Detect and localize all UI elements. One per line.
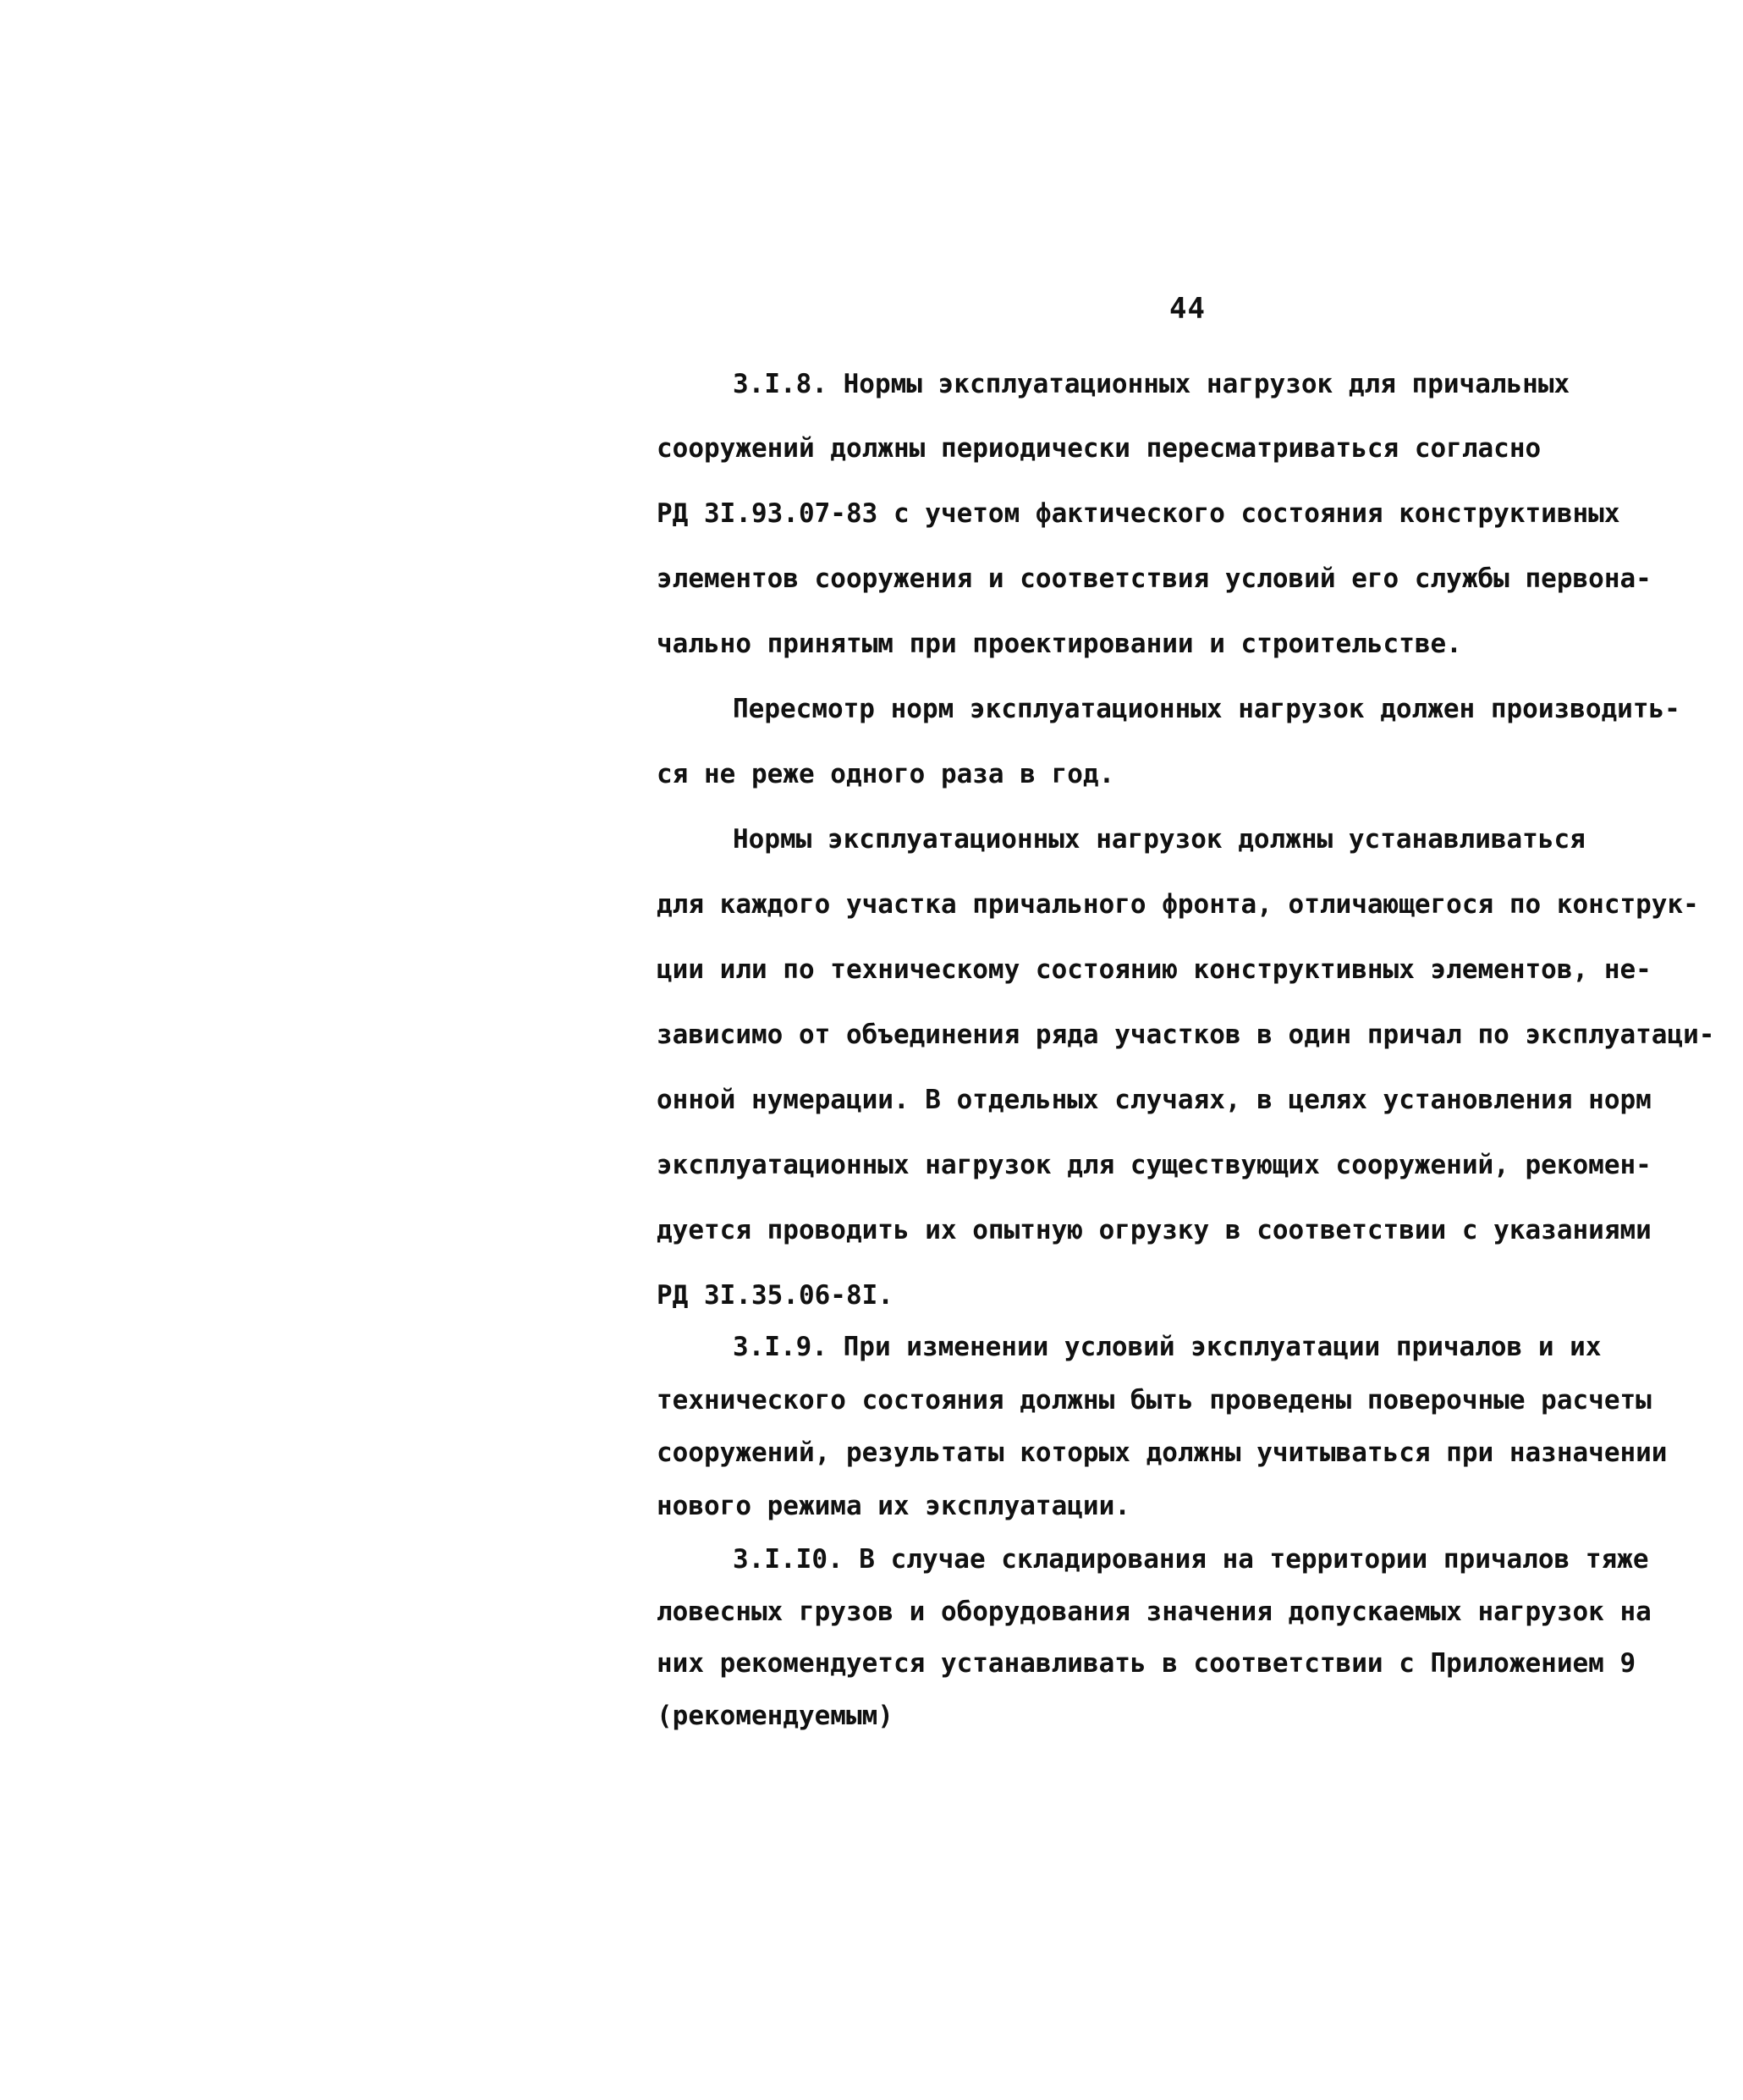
text-line: зависимо от объединения ряда участков в один причал по эксплуатаци- [657,1020,1715,1050]
text-line: сооружений должны периодически пересматриваться согласно [657,433,1542,464]
text-line: для каждого участка причального фронта, отличающегося по конструк- [657,889,1699,920]
text-line: ции или по техническому состоянию конструктивных элементов, не- [657,954,1652,985]
text-line: Пересмотр норм эксплуатационных нагрузок должен производить- [733,694,1680,724]
text-line: онной нумерации. В отдельных случаях, в целях установления норм [657,1085,1652,1115]
text-line: ся не реже одного раза в год. [657,759,1115,789]
text-line: 3.I.8. Нормы эксплуатационных нагрузок для причальных [733,369,1570,399]
text-line: ловесных грузов и оборудования значения допускаемых нагрузок на [657,1597,1652,1627]
page-number: 44 [1169,292,1206,326]
text-line: 3.I.I0. В случае складирования на территории причалов тяже [733,1544,1649,1575]
text-line: (рекомендуемым) [657,1701,893,1731]
text-line: технического состояния должны быть проведены поверочные расчеты [657,1385,1652,1416]
text-line: сооружений, результаты которых должны учитываться при назначении [657,1438,1668,1468]
text-line: 3.I.9. При изменении условий эксплуатации причалов и их [733,1332,1602,1362]
text-line: дуется проводить их опытную огрузку в соответствии с указаниями [657,1215,1652,1245]
text-line: чально принятым при проектировании и строительстве. [657,629,1462,659]
text-line: эксплуатационных нагрузок для существующих сооружений, рекомен- [657,1150,1652,1180]
text-line: них рекомендуется устанавливать в соответствии с Приложением 9 [657,1648,1636,1679]
text-line: РД 3I.35.06-8I. [657,1280,893,1311]
text-line: РД 3I.93.07-83 с учетом фактического состояния конструктивных [657,498,1620,529]
text-line: нового режима их эксплуатации. [657,1491,1130,1521]
text-line: Нормы эксплуатационных нагрузок должны устанавливаться [733,824,1586,855]
text-line: элементов сооружения и соответствия условий его службы первона- [657,563,1652,594]
